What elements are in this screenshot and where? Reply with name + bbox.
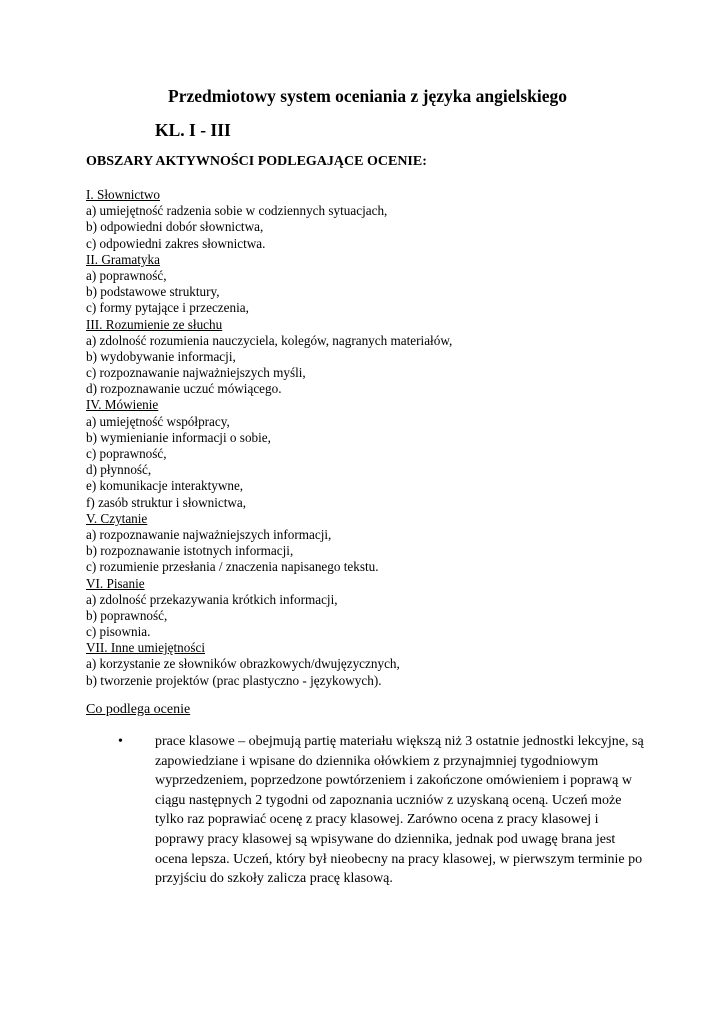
section-item: c) rozpoznawanie najważniejszych myśli, [86, 365, 306, 381]
section-heading: VI. Pisanie [86, 575, 145, 591]
section-item: b) poprawność, [86, 607, 168, 623]
section-item: c) pisownia. [86, 624, 151, 640]
section-item: b) rozpoznawanie istotnych informacji, [86, 543, 294, 559]
section-item: a) umiejętność współpracy, [86, 413, 230, 429]
section-heading: VII. Inne umiejętności [86, 640, 206, 656]
section-item: a) korzystanie ze słowników obrazkowych/dwujęzycznych, [86, 656, 400, 672]
activity-areas-heading: OBSZARY AKTYWNOŚCI PODLEGAJĄCE OCENIE: [86, 154, 427, 169]
section-item: c) odpowiedni zakres słownictwa. [86, 235, 266, 251]
section-heading: I. Słownictwo [86, 187, 160, 202]
section-item: b) wydobywanie informacji, [86, 348, 236, 364]
section-item: f) zasób struktur i słownictwa, [86, 494, 247, 510]
section-item: a) zdolność przekazywania krótkich informacji, [86, 591, 338, 607]
section-item: a) rozpoznawanie najważniejszych informacji, [86, 526, 332, 542]
section-heading: V. Czytanie [86, 510, 148, 526]
section-item: b) tworzenie projektów (prac plastyczno - językowych). [86, 672, 382, 688]
bullet-icon: • [118, 734, 123, 749]
section-item: d) płynność, [86, 462, 152, 478]
section-item: e) komunikacje interaktywne, [86, 478, 244, 494]
section-item: c) rozumienie przesłania / znaczenia napisanego tekstu. [86, 559, 379, 575]
document-title: Przedmiotowy system oceniania z języka angielskiego [168, 86, 568, 106]
section-item: a) poprawność, [86, 267, 167, 283]
section-item: a) umiejętność radzenia sobie w codziennych sytuacjach, [86, 203, 388, 219]
bullet-text: prace klasowe – obejmują partię materiału większą niż 3 ostatnie jednostki lekcyjne, są zapowiedziane i wpisane do dziennika ołówkiem z przynajmniej tygodniowym wyprzedzeniem, poprzedzone powtórzeniem i zakończone omówieniem i poprawą w ciągu następnych 2 tygodni od zapoznania uczniów z uzyskaną oceną. Uczeń może tylko raz poprawiać ocenę z pracy klasowej. Zarówno ocena z pracy klasowej i poprawy pracy klasowej są wpisywane do dziennika, jednak pod uwagę brana jest ocena lepsza. Uczeń, który był nieobecny na pracy klasowej, w pierwszym terminie po przyjściu do szkoły zalicza pracę klasową. [155, 734, 644, 887]
section-heading: II. Gramatyka [86, 251, 160, 267]
section-item: c) formy pytające i przeczenia, [86, 300, 249, 316]
activity-areas-list [86, 187, 686, 689]
section-heading: III. Rozumienie ze słuchu [86, 316, 223, 332]
class-level-heading: KL. I - III [155, 120, 231, 140]
section-heading: IV. Mówienie [86, 397, 159, 413]
section-item: d) rozpoznawanie uczuć mówiącego. [86, 381, 282, 397]
assessed-items-heading: Co podlega ocenie [86, 702, 191, 717]
section-item: b) odpowiedni dobór słownictwa, [86, 219, 264, 235]
section-item: b) wymienianie informacji o sobie, [86, 429, 271, 445]
section-item: b) podstawowe struktury, [86, 284, 220, 300]
section-item: a) zdolność rozumienia nauczyciela, kolegów, nagranych materiałów, [86, 332, 453, 348]
section-item: c) poprawność, [86, 446, 167, 461]
